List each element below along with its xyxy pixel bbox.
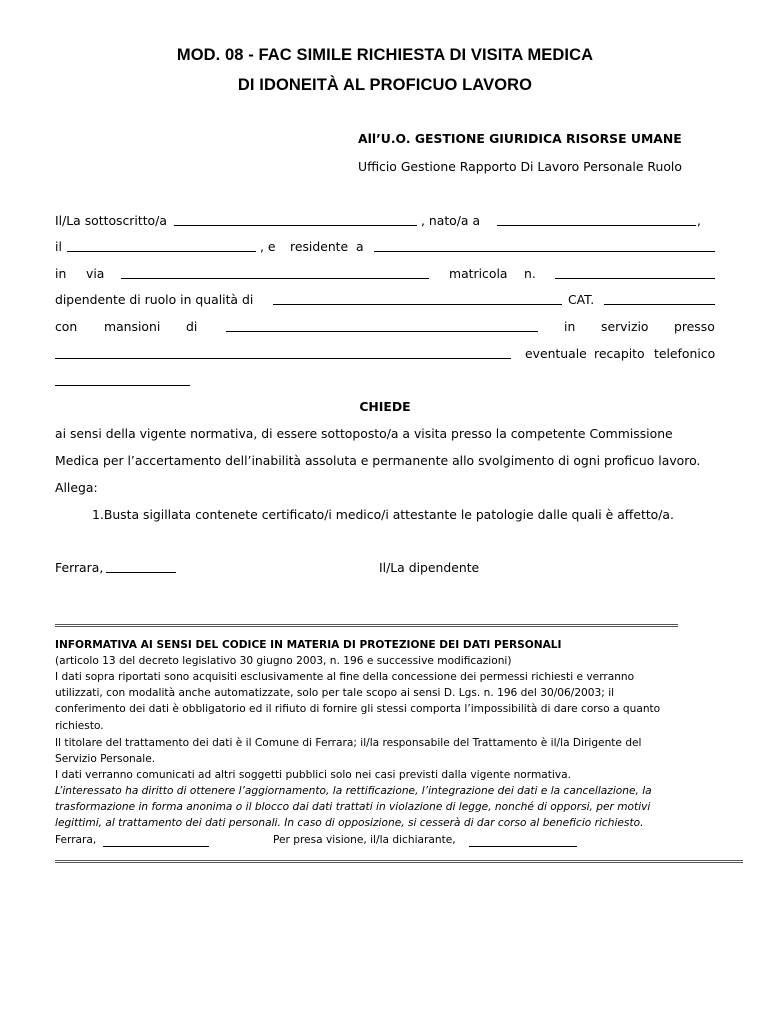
informativa-italic-line: L’interessato ha diritto di ottenere l’aggiornamento, la rettificazione, l’integrazione dei dati e la cancellazione, la <box>55 785 652 797</box>
label-il: il <box>55 239 62 254</box>
separator-bottom <box>55 860 743 863</box>
chiede-heading: CHIEDE <box>359 399 411 414</box>
label-presso: presso <box>674 319 715 334</box>
separator-top <box>55 624 678 627</box>
field-data-firma[interactable] <box>106 572 176 573</box>
field-cat[interactable] <box>604 304 715 305</box>
field-qualifica[interactable] <box>273 304 562 305</box>
label-cat: CAT. <box>568 292 595 307</box>
informativa-line: Il titolare del trattamento dei dati è il Comune di Ferrara; il/la responsabile del Trattamento è il/la Dirigente del <box>55 737 642 749</box>
title-line-1: MOD. 08 - FAC SIMILE RICHIESTA DI VISITA MEDICA <box>176 46 594 64</box>
label-servizio: servizio <box>601 319 649 334</box>
field-presso[interactable] <box>55 358 511 359</box>
allega-label: Allega: <box>55 480 98 495</box>
label-recapito: recapito <box>594 346 645 361</box>
informativa-italic-line: trasformazione in forma anonima o il blocco dai dati trattati in violazione di legge, nonché di opporsi, per motivi <box>55 801 651 813</box>
label-residente: residente <box>290 239 349 254</box>
label-e: , e <box>260 239 276 254</box>
field-matricola[interactable] <box>555 278 715 279</box>
field-mansioni[interactable] <box>226 331 538 332</box>
informativa-heading: INFORMATIVA AI SENSI DEL CODICE IN MATERIA DI PROTEZIONE DEI DATI PERSONALI <box>55 639 562 651</box>
title-line-2: DI IDONEITÀ AL PROFICUO LAVORO <box>237 76 533 94</box>
informativa-line: utilizzati, con modalità anche automatizzate, solo per tale scopo ai sensi D. Lgs. n. 196 del 30/06/2003; il <box>55 687 615 699</box>
field-via[interactable] <box>121 278 429 279</box>
label-dipendente: dipendente di ruolo in qualità di <box>55 292 254 307</box>
field-nome[interactable] <box>174 225 417 226</box>
informativa-line: conferimento dei dati è obbligatorio ed il rifiuto di fornire gli stessi comporta l’impossibilità di dare corso a quanto <box>55 703 661 715</box>
recipient-office: All’U.O. GESTIONE GIURIDICA RISORSE UMANE <box>358 131 682 146</box>
informativa-ferrara-label: Ferrara, <box>55 834 97 846</box>
informativa-italic-line: legittimi, al trattamento dei dati personali. In caso di opposizione, si cesserà di dar corso al beneficio richiesto. <box>55 817 644 829</box>
request-text-line-2: Medica per l’accertamento dell’inabilità assoluta e permanente allo svolgimento di ogni proficuo lavoro. <box>55 453 701 468</box>
presa-visione-label: Per presa visione, il/la dichiarante, <box>273 834 456 846</box>
label-in: in <box>55 266 67 281</box>
informativa-line: I dati sopra riportati sono acquisiti esclusivamente al fine della concessione dei permessi richiesti e verranno <box>55 671 635 683</box>
dipendente-label: Il/La dipendente <box>379 560 480 575</box>
label-via: via <box>86 266 105 281</box>
recipient-unit: Ufficio Gestione Rapporto Di Lavoro Personale Ruolo <box>358 159 682 174</box>
label-di: di <box>186 319 198 334</box>
field-data-nascita[interactable] <box>67 251 256 252</box>
label-sottoscritto: Il/La sottoscritto/a <box>55 213 167 228</box>
label-in-servizio: in <box>564 319 576 334</box>
field-telefono[interactable] <box>55 385 190 386</box>
label-telefonico: telefonico <box>654 346 716 361</box>
field-dichiarante-firma[interactable] <box>469 846 577 847</box>
informativa-line: Servizio Personale. <box>55 753 156 765</box>
label-a: a <box>356 239 364 254</box>
comma: , <box>697 213 701 228</box>
field-luogo-nascita[interactable] <box>497 225 696 226</box>
field-informativa-data[interactable] <box>103 846 209 847</box>
label-n: n. <box>524 266 536 281</box>
label-matricola: matricola <box>449 266 508 281</box>
informativa-line: richiesto. <box>55 720 104 732</box>
label-eventuale: eventuale <box>525 346 587 361</box>
informativa-line: I dati verranno comunicati ad altri soggetti pubblici solo nei casi previsti dalla vigente normativa. <box>55 769 571 781</box>
label-con: con <box>55 319 78 334</box>
ferrara-label: Ferrara, <box>55 560 104 575</box>
label-nato: , nato/a a <box>421 213 481 228</box>
label-mansioni: mansioni <box>104 319 161 334</box>
informativa-line: (articolo 13 del decreto legislativo 30 giugno 2003, n. 196 e successive modificazioni) <box>55 655 512 667</box>
field-residenza[interactable] <box>374 251 715 252</box>
request-text-line-1: ai sensi della vigente normativa, di essere sottoposto/a a visita presso la competente Commissione <box>55 426 673 441</box>
allega-item: 1.Busta sigillata contenete certificato/i medico/i attestante le patologie dalle quali è affetto/a. <box>92 507 674 522</box>
